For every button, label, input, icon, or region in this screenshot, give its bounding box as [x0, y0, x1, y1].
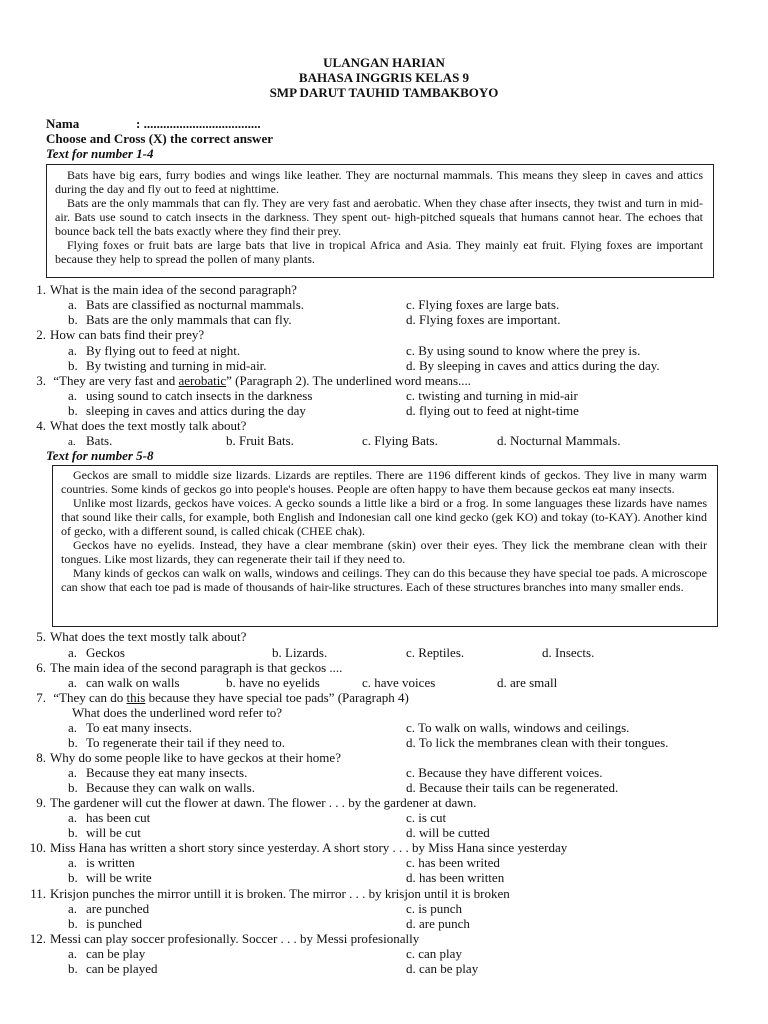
q10-option-d[interactable]: d. has been written [406, 870, 505, 885]
q12-option-c[interactable]: c. can play [406, 946, 462, 961]
q2-option-b[interactable]: b. By twisting and turning in mid-air. [68, 358, 267, 373]
question-3: 3. “They are very fast and aerobatic” (Paragraph 2). The underlined word means.... [36, 373, 472, 388]
question-8: 8. Why do some people like to have geckos at their home? [36, 750, 341, 765]
q3-option-a[interactable]: a. using sound to catch insects in the darkness [68, 388, 313, 403]
q8-option-d[interactable]: d. Because their tails can be regenerated. [406, 780, 619, 795]
q9-option-c[interactable]: c. is cut [406, 810, 447, 825]
q6-option-c[interactable]: c. have voices [362, 675, 436, 690]
question-11: 11. Krisjon punches the mirror untill it is broken. The mirror . . . by krisjon until it is broken [30, 886, 510, 901]
text1-paragraph-3: Flying foxes or fruit bats are large bats that live in tropical Africa and Asia. They mainly eat fruit. Flying foxes are important because they help to spread the pollen of many plants. [55, 238, 703, 266]
question-1: 1. What is the main idea of the second paragraph? [36, 282, 297, 297]
text2-label: Text for number 5-8 [46, 448, 154, 463]
q4-option-a[interactable]: a. Bats. [68, 433, 113, 448]
q10-option-b[interactable]: b. will be write [68, 870, 152, 885]
q11-option-b[interactable]: b. is punched [68, 916, 142, 931]
q11-option-d[interactable]: d. are punch [406, 916, 470, 931]
q6-option-d[interactable]: d. are small [497, 675, 558, 690]
q4-option-b[interactable]: b. Fruit Bats. [226, 433, 294, 448]
q12-option-d[interactable]: d. can be play [406, 961, 479, 976]
q12-option-a[interactable]: a. can be play [68, 946, 146, 961]
q3-option-d[interactable]: d. flying out to feed at night-time [406, 403, 579, 418]
question-7-subtext: What does the underlined word refer to? [72, 705, 283, 720]
q11-option-c[interactable]: c. is punch [406, 901, 462, 916]
q8-option-b[interactable]: b. Because they can walk on walls. [68, 780, 255, 795]
underlined-word-this: this [126, 690, 146, 705]
question-5: 5. What does the text mostly talk about? [36, 629, 247, 644]
q3-option-b[interactable]: b. sleeping in caves and attics during the day [68, 403, 306, 418]
exam-subject: BAHASA INGGRIS KELAS 9 [298, 70, 470, 85]
q2-option-c[interactable]: c. By using sound to know where the prey is. [406, 343, 641, 358]
underlined-word-aerobatic: aerobatic [178, 373, 227, 388]
q1-option-d[interactable]: d. Flying foxes are important. [406, 312, 561, 327]
name-label: Nama [46, 116, 80, 131]
q5-option-b[interactable]: b. Lizards. [272, 645, 328, 660]
q11-option-a[interactable]: a. are punched [68, 901, 150, 916]
q12-option-b[interactable]: b. can be played [68, 961, 158, 976]
q4-option-d[interactable]: d. Nocturnal Mammals. [497, 433, 621, 448]
question-10: 10. Miss Hana has written a short story since yesterday. A short story . . . by Miss Hana since yesterday [29, 840, 568, 855]
q2-option-a[interactable]: a. By flying out to feed at night. [68, 343, 241, 358]
question-9: 9. The gardener will cut the flower at dawn. The flower . . . by the gardener at dawn. [36, 795, 477, 810]
q8-option-a[interactable]: a. Because they eat many insects. [68, 765, 248, 780]
school-name: SMP DARUT TAUHID TAMBAKBOYO [269, 85, 499, 100]
text1-paragraph-1: Bats have big ears, furry bodies and wings like leather. They are nocturnal mammals. This means they sleep in caves and attics during the day and fly out to feed at nighttime. [55, 168, 703, 196]
question-7: 7. “They can do this because they have special toe pads” (Paragraph 4) [36, 690, 409, 705]
q7-option-a[interactable]: a. To eat many insects. [68, 720, 192, 735]
exam-title: ULANGAN HARIAN [323, 55, 445, 70]
q9-option-a[interactable]: a. has been cut [68, 810, 151, 825]
text2-paragraph-3: Geckos have no eyelids. Instead, they have a clear membrane (skin) over their eyes. They lick the membrane clean with their tongues. Like most lizards, they can regenerate their tail if they need to. [61, 538, 707, 566]
q7-option-d[interactable]: d. To lick the membranes clean with their tongues. [406, 735, 669, 750]
instruction: Choose and Cross (X) the correct answer [46, 131, 273, 146]
q9-option-b[interactable]: b. will be cut [68, 825, 141, 840]
question-2: 2. How can bats find their prey? [36, 327, 205, 342]
q5-option-d[interactable]: d. Insects. [542, 645, 595, 660]
text2-passage [61, 468, 707, 594]
q6-option-b[interactable]: b. have no eyelids [226, 675, 320, 690]
q2-option-d[interactable]: d. By sleeping in caves and attics during the day. [406, 358, 660, 373]
q8-option-c[interactable]: c. Because they have different voices. [406, 765, 603, 780]
q1-option-c[interactable]: c. Flying foxes are large bats. [406, 297, 560, 312]
q7-option-b[interactable]: b. To regenerate their tail if they need to. [68, 735, 286, 750]
q7-option-c[interactable]: c. To walk on walls, windows and ceilings. [406, 720, 630, 735]
question-12: 12. Messi can play soccer profesionally. Soccer . . . by Messi profesionally [29, 931, 420, 946]
text1-paragraph-2: Bats are the only mammals that can fly. They are very fast and aerobatic. When they chase after insects, they twist and turn in mid-air. Bats use sound to catch insects in the darkness. They spent out- high-pitched squeals that humans cannot hear. The echoes that bounce back tell the bats exactly where they find their prey. [55, 196, 703, 238]
q3-option-c[interactable]: c. twisting and turning in mid-air [406, 388, 578, 403]
q10-option-c[interactable]: c. has been writed [406, 855, 500, 870]
q5-option-a[interactable]: a. Geckos [68, 645, 125, 660]
text1-label: Text for number 1-4 [46, 146, 154, 161]
text2-paragraph-2: Unlike most lizards, geckos have voices. A gecko sounds a little like a bird or a frog. In some languages these lizards have names that sound like their calls, for example, both English and Indonesian call one kind gecko (gek KO) and tokay (to-KAY). Another kind of gecko, with a different sound, is called chicak (CHEE chak). [61, 496, 707, 538]
text1-passage [55, 168, 703, 266]
q10-option-a[interactable]: a. is written [68, 855, 135, 870]
text2-paragraph-4: Many kinds of geckos can walk on walls, windows and ceilings. They can do this because they have special toe pads. A microscope can show that each toe pad is made of thousands of hair-like structures. Each of these structures branches into many smaller ends. [61, 566, 707, 594]
name-field[interactable]: : .................................... [136, 116, 261, 131]
q6-option-a[interactable]: a. can walk on walls [68, 675, 180, 690]
text2-paragraph-1: Geckos are small to middle size lizards. Lizards are reptiles. There are 1196 different kinds of geckos. They live in many warm countries. Some kinds of geckos go into people's houses. People are often happy to have them because geckos eat many insects. [61, 468, 707, 496]
q4-option-c[interactable]: c. Flying Bats. [362, 433, 438, 448]
question-6: 6. The main idea of the second paragraph is that geckos .... [36, 660, 343, 675]
q5-option-c[interactable]: c. Reptiles. [406, 645, 465, 660]
question-4: 4. What does the text mostly talk about? [36, 418, 247, 433]
q9-option-d[interactable]: d. will be cutted [406, 825, 490, 840]
q1-option-b[interactable]: b. Bats are the only mammals that can fly. [68, 312, 292, 327]
q1-option-a[interactable]: a. Bats are classified as nocturnal mammals. [68, 297, 305, 312]
